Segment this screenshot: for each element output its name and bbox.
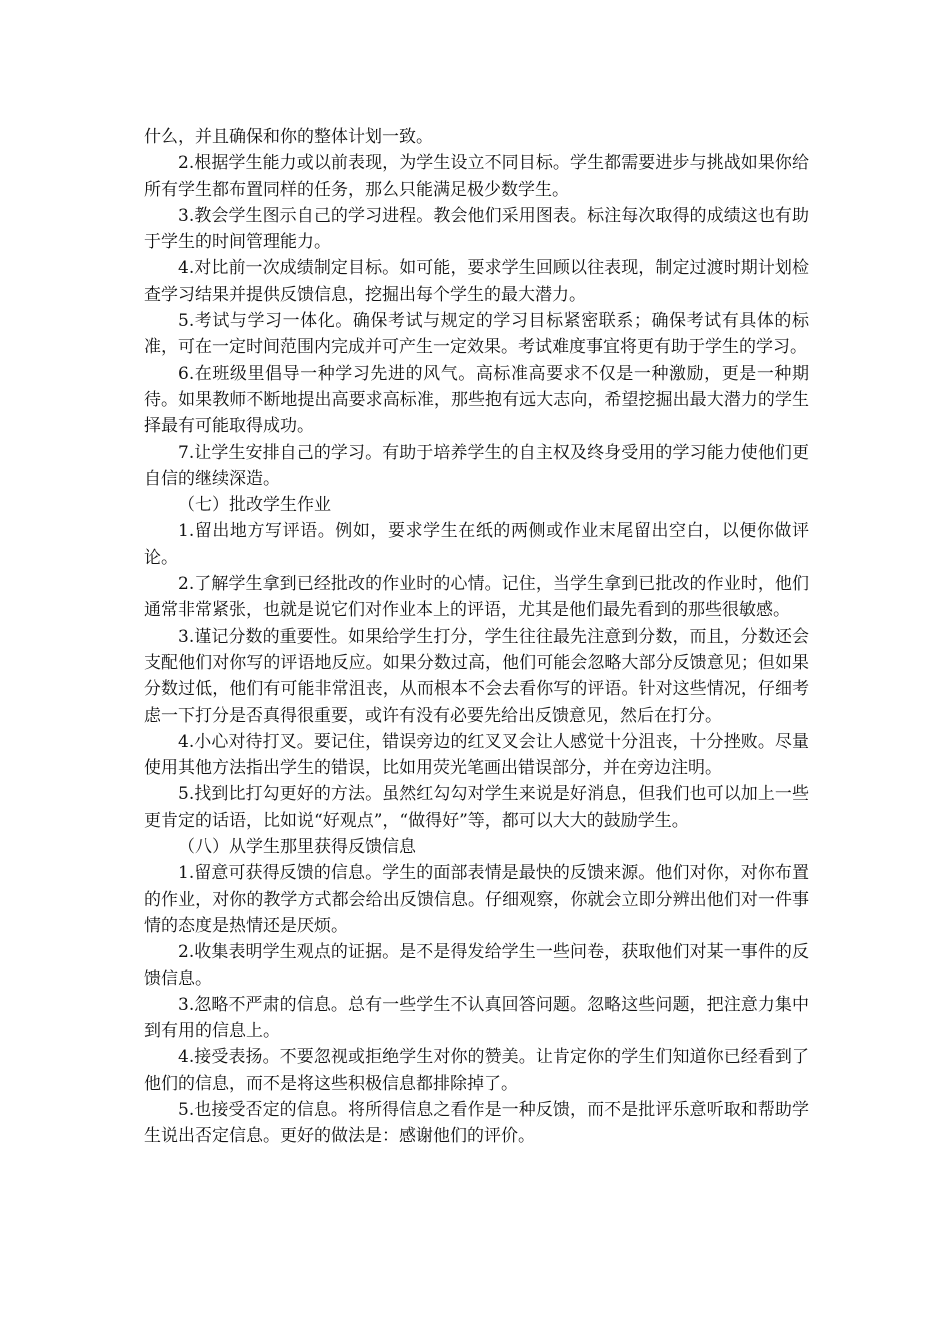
paragraph-goal-3: 3.教会学生图示自己的学习进程。教会他们采用图表。标注每次取得的成绩这也有助于学生的时间管理能力。 <box>144 205 809 253</box>
paragraph-grading-4: 4.小心对待打叉。要记住，错误旁边的红叉叉会让人感觉十分沮丧，十分挫败。尽量使用其他方法指出学生的错误，比如用荧光笔画出错误部分，并在旁边注明。 <box>144 731 809 779</box>
section-heading-8: （八）从学生那里获得反馈信息 <box>178 837 416 858</box>
paragraph-grading-2: 2.了解学生拿到已经批改的作业时的心情。记住，当学生拿到已批改的作业时，他们通常非常紧张，也就是说它们对作业本上的评语，尤其是他们最先看到的那些很敏感。 <box>144 574 809 621</box>
paragraph-feedback-3: 3.忽略不严肃的信息。总有一些学生不认真回答问题。忽略这些问题，把注意力集中到有用的信息上。 <box>144 994 809 1042</box>
paragraph-feedback-2: 2.收集表明学生观点的证据。是不是得发给学生一些问卷，获取他们对某一事件的反馈信息。 <box>144 942 809 989</box>
paragraph-goal-6: 6.在班级里倡导一种学习先进的风气。高标准高要求不仅是一种激励，更是一种期待。如果教师不断地提出高要求高标准，那些抱有远大志向，希望挖掘出最大潜力的学生择最有可能取得成功。 <box>144 363 809 437</box>
paragraph-grading-5: 5.找到比打勾更好的方法。虽然红勾勾对学生来说是好消息，但我们也可以加上一些更肯定的话语，比如说“好观点”，“做得好”等，都可以大大的鼓励学生。 <box>144 784 809 831</box>
document-body <box>144 124 809 1150</box>
paragraph-feedback-4: 4.接受表扬。不要忽视或拒绝学生对你的赞美。让肯定你的学生们知道你已经看到了他们的信息，而不是将这些积极信息都排除掉了。 <box>144 1047 809 1094</box>
paragraph-goal-5: 5.考试与学习一体化。确保考试与规定的学习目标紧密联系；确保考试有具体的标准，可在一定时间范围内完成并可产生一定效果。考试难度事宜将更有助于学生的学习。 <box>144 311 809 358</box>
paragraph-feedback-5: 5.也接受否定的信息。将所得信息之看作是一种反馈，而不是批评乐意听取和帮助学生说出否定信息。更好的做法是：感谢他们的评价。 <box>144 1099 809 1147</box>
paragraph-grading-3: 3.谨记分数的重要性。如果给学生打分，学生往往最先注意到分数，而且，分数还会支配他们对你写的评语地反应。如果分数过高，他们可能会忽略大部分反馈意见；但如果分数过低，他们有可能非常沮丧，从而根本不会去看你写的评语。针对这些情况，仔细考虑一下打分是否真得很重要，或许有没有必要先给出反馈意见，然后在打分。 <box>144 626 809 726</box>
section-heading-7: （七）批改学生作业 <box>178 495 331 516</box>
paragraph-grading-1: 1.留出地方写评语。例如，要求学生在纸的两侧或作业末尾留出空白，以便你做评论。 <box>144 521 809 568</box>
paragraph-goal-7: 7.让学生安排自己的学习。有助于培养学生的自主权及终身受用的学习能力使他们更自信的继续深造。 <box>144 442 809 489</box>
paragraph-continued: 什么，并且确保和你的整体计划一致。 <box>144 127 433 147</box>
paragraph-goal-2: 2.根据学生能力或以前表现，为学生设立不同目标。学生都需要进步与挑战如果你给所有学生都布置同样的任务，那么只能满足极少数学生。 <box>144 153 809 200</box>
paragraph-goal-4: 4.对比前一次成绩制定目标。如可能，要求学生回顾以往表现，制定过渡时期计划检查学习结果并提供反馈信息，挖掘出每个学生的最大潜力。 <box>144 258 809 305</box>
paragraph-feedback-1: 1.留意可获得反馈的信息。学生的面部表情是最快的反馈来源。他们对你，对你布置的作业，对你的教学方式都会给出反馈信息。仔细观察，你就会立即分辨出他们对一件事情的态度是热情还是厌烦。 <box>144 863 809 936</box>
